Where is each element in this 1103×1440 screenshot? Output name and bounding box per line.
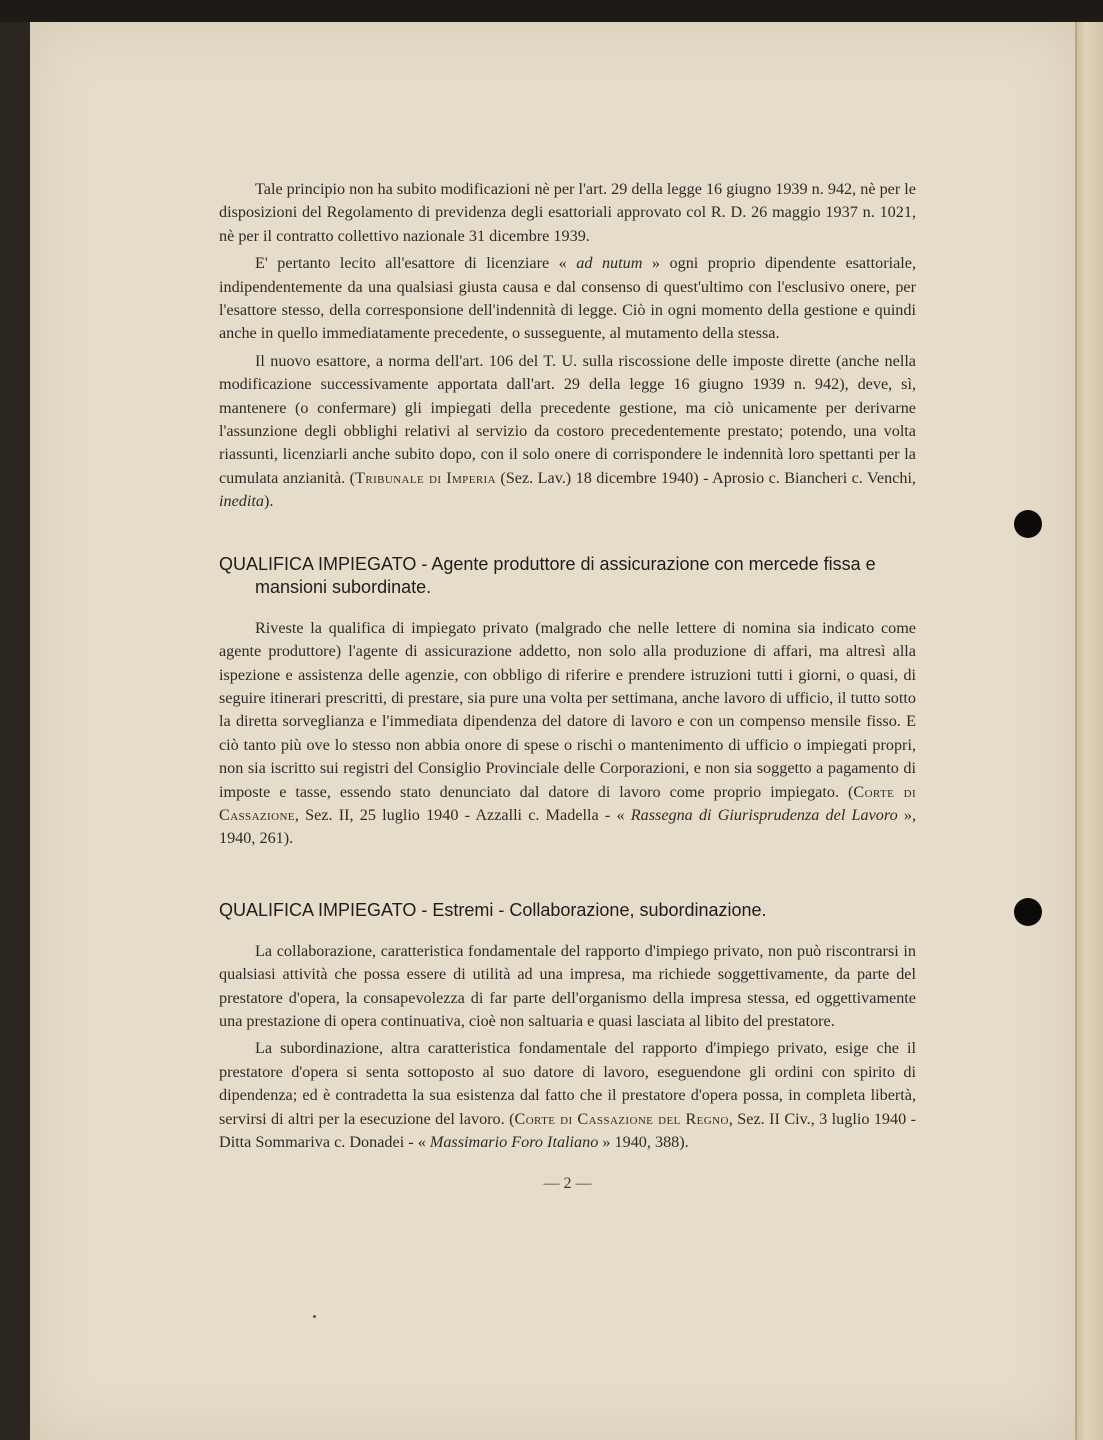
next-page-edge [1075, 22, 1103, 1440]
italic-term: ad nutum [576, 254, 643, 273]
intro-paragraph-2 [219, 252, 916, 346]
court-name: Corte di Cassazione [219, 782, 917, 824]
text: Il nuovo esattore, a norma dell'art. 106 del T. U. sulla riscossione delle imposte dirette (anche nella modificazione successivamente apportata dall'art. 29 della legge 16 giugno 1939 n. 942), deve, sì, mantenere (o confermare) gli impiegati della precedente gestione, ma ciò unicamente per derivarne l'assunzione degli obblighi relativi al servizio da costoro precedentemente prestato; potendo, una volta riassunti, licenziarli anche subito dopo, con il solo onere di corrispondere le indennità loro spettanti per la cumulata anzianità. ( [219, 351, 916, 487]
text: La subordinazione, altra caratteristica fondamentale del rapporto d'impiego privato, esige che il prestatore d'opera si senta sottoposto al suo datore di lavoro, eseguendone gli ordini con spirito di dipendenza; ed è contradetta la sua esistenza dal fatto che il prestatore d'opera possa, in completa libertà, servirsi di altri per la esecuzione del lavoro. ( [219, 1039, 916, 1128]
text: E' pertanto lecito all'esattore di licenziare « [255, 254, 577, 273]
text: » 1940, 388). [598, 1133, 689, 1151]
section1-paragraph [219, 617, 916, 851]
text: La collaborazione, caratteristica fondamentale del rapporto d'impiego privato, non può riscontrarsi in qualsiasi attività che possa essere di utilità ad una impresa, ma richiede soggettivamente, da parte del prestatore d'opera, la consapevolezza di far parte dell'organismo della impresa stessa, ed oggettivamente una prestazione di opera continuativa, cioè non saltuaria e quasi lasciata al libito del prestatore. [219, 941, 916, 1030]
section2-paragraph-1 [219, 940, 916, 1034]
italic-term: inedita [219, 492, 264, 511]
intro-paragraph-1 [219, 178, 916, 248]
journal-title: Rassegna di Giurisprudenza del Lavoro [630, 805, 898, 824]
punch-hole-icon [1014, 510, 1042, 538]
text: ). [263, 492, 274, 511]
text: Tale principio non ha subito modificazioni nè per l'art. 29 della legge 16 giugno 1939 n. 942, nè per le disposizioni del Regolamento di previdenza degli esattoriali approvato col R. D. 26 maggio 1937 n. 1021, nè per il contratto collettivo nazionale 31 dicembre 1939. [219, 180, 916, 245]
text: », 1940, 261). [219, 805, 917, 848]
court-name: Tribunale di Imperia [355, 468, 496, 487]
text: » ogni proprio dipendente esattoriale, indipendentemente da una qualsiasi giusta causa e dal consenso di quest'ultimo con l'esclusivo onere, per l'esattore stesso, della corresponsione dell'indennità di legge. Ciò in ogni momento della gestione e quindi anche in quello immediatamente precedente, o susseguente, al mutamento della stessa. [219, 254, 917, 343]
court-name: Corte di Cassazione del Regno [514, 1109, 729, 1128]
page-number: — 2 — [543, 1175, 592, 1193]
text: , Sez. II Civ., 3 luglio 1940 - Ditta Sommariva c. Donadei - « [219, 1109, 917, 1151]
text: (Sez. Lav.) 18 dicembre 1940) - Aprosio c. Biancheri c. Venchi, [495, 468, 916, 487]
text: Riveste la qualifica di impiegato privato (malgrado che nelle lettere di nomina sia indicato come agente produttore) l'agente di assicurazione addetto, non solo alla produzione di affari, ma altresì alla ispezione e assistenza delle agenzie, con obbligo di riferire e prendere istruzioni tutti i giorni, o quasi, di seguire itinerari prescritti, di prestare, sia pure una volta per settimana, anche lavoro di ufficio, il tutto sotto la diretta sorveglianza e l'immediata dipendenza del datore di lavoro e con un compenso mensile fisso. E ciò tanto più ove lo stesso non abbia onore di spese o rischi o mantenimento di ufficio o impiegati propri, non sia iscritto sui registri del Consiglio Provinciale delle Corporazioni, e non sia soggetto a pagamento di imposte e tasse, essendo stato denunciato dal datore di lavoro come proprio impiegato. ( [219, 618, 916, 801]
section-heading-2: QUALIFICA IMPIEGATO - Estremi - Collaborazione, subordinazione. [219, 899, 767, 920]
journal-title: Massimario Foro Italiano [429, 1133, 599, 1151]
punch-hole-icon [1014, 898, 1042, 926]
scan-border [0, 0, 1103, 22]
paper-speck [313, 1315, 316, 1318]
document-body [219, 178, 916, 1196]
page-fold [1075, 22, 1077, 1440]
intro-paragraph-3 [219, 350, 916, 514]
section2-paragraph-2 [219, 1037, 916, 1154]
section-heading-1: QUALIFICA IMPIEGATO - Agente produttore di assicurazione con mercede fissa e mansioni subordinate. [219, 553, 876, 597]
text: , Sez. II, 25 luglio 1940 - Azzalli c. Madella - « [294, 805, 631, 824]
